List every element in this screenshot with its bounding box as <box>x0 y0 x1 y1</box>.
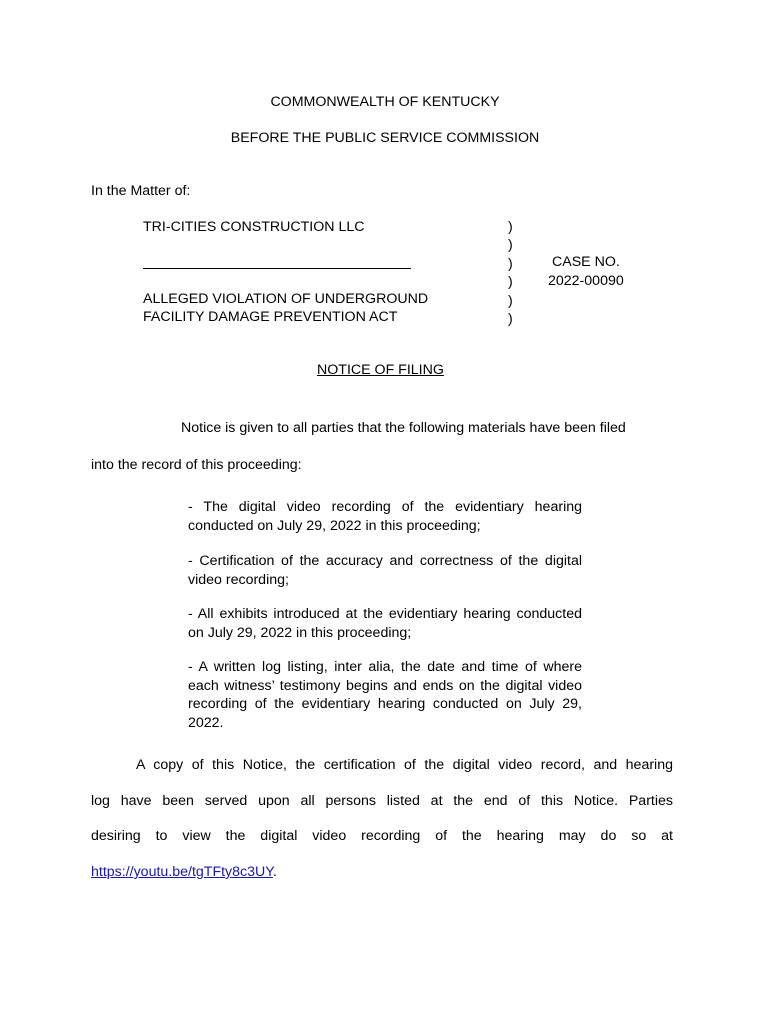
header-commonwealth: COMMONWEALTH OF KENTUCKY <box>270 94 500 110</box>
case-number: 2022-00090 <box>548 273 624 289</box>
case-number-label: CASE NO. <box>552 254 620 270</box>
youtube-link[interactable]: https://youtu.be/tgTFty8c3UY <box>91 864 273 880</box>
caption-divider-line <box>143 268 411 269</box>
paragraph-2-line-1: A copy of this Notice, the certification of the digital video record, and hearing <box>136 757 673 773</box>
paren: ) <box>508 292 513 309</box>
paragraph-2-line-3: desiring to view the digital video recording of the hearing may do so at <box>91 828 673 844</box>
in-the-matter-of: In the Matter of: <box>91 183 191 199</box>
list-item: - A written log listing, inter alia, the date and time of where each witness’ testimony begins and ends on the digital video recording of the evidentiary hearing conducted on July 29, 2022. <box>188 659 582 731</box>
matter-line-1: ALLEGED VIOLATION OF UNDERGROUND <box>143 291 429 307</box>
list-item: - The digital video recording of the evidentiary hearing conducted on July 29, 2022 in this proceeding; <box>188 499 582 534</box>
header-commission: BEFORE THE PUBLIC SERVICE COMMISSION <box>230 130 540 146</box>
list-item: - Certification of the accuracy and correctness of the digital video recording; <box>188 553 582 588</box>
paragraph-1-line-2: into the record of this proceeding: <box>91 457 302 473</box>
matter-description <box>143 290 428 327</box>
paren: ) <box>508 274 513 291</box>
notice-title: NOTICE OF FILING <box>317 362 444 378</box>
paren: ) <box>508 255 513 272</box>
link-period: . <box>272 864 277 880</box>
caption-parentheses <box>508 218 513 328</box>
paren: ) <box>508 237 513 254</box>
party-name: TRI-CITIES CONSTRUCTION LLC <box>143 219 365 235</box>
list-item: - All exhibits introduced at the evidentiary hearing conducted on July 29, 2022 in this proceeding; <box>188 606 582 641</box>
paragraph-2-line-4 <box>91 864 277 880</box>
paren: ) <box>508 311 513 328</box>
paragraph-2-line-2: log have been served upon all persons listed at the end of this Notice. Parties <box>91 793 673 809</box>
matter-line-2: FACILITY DAMAGE PREVENTION ACT <box>143 309 398 326</box>
paren: ) <box>508 219 513 235</box>
paragraph-1-line-1: Notice is given to all parties that the following materials have been filed <box>181 420 626 436</box>
